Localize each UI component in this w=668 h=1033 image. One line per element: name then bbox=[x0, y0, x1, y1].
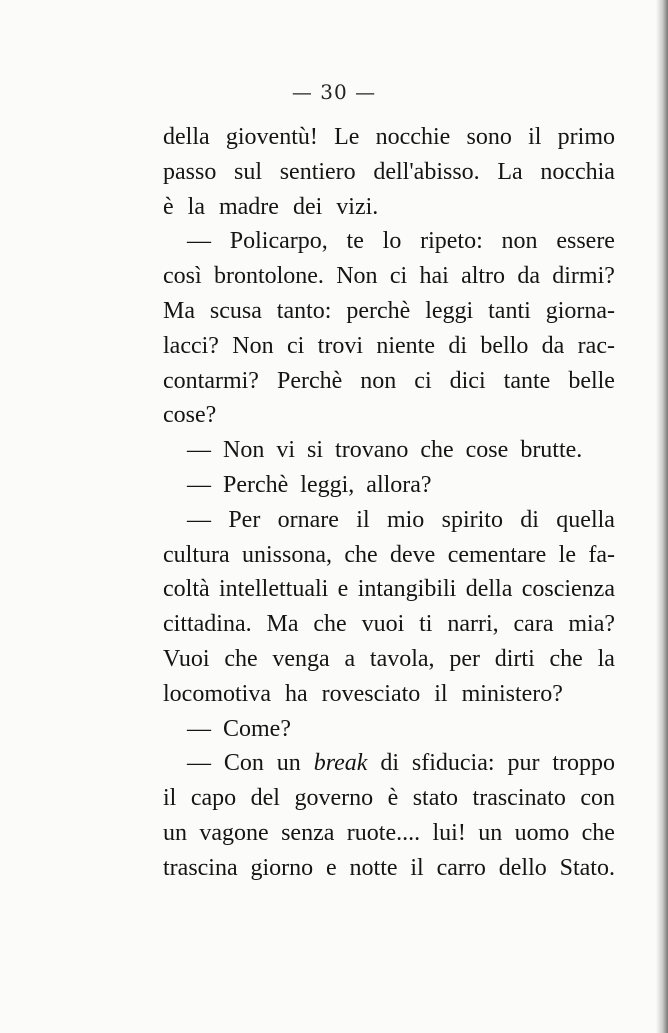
word: te bbox=[346, 228, 364, 255]
word: sfiducia: bbox=[411, 750, 495, 777]
word: tanti bbox=[488, 297, 531, 324]
word: cittadina. bbox=[163, 611, 252, 638]
word: venga bbox=[272, 645, 330, 672]
word: pur bbox=[507, 750, 540, 777]
page-edge-shadow bbox=[656, 0, 668, 1033]
word: non bbox=[501, 228, 538, 255]
word: brontolone. bbox=[213, 263, 324, 290]
word: lui! bbox=[432, 819, 466, 846]
word: vizi. bbox=[336, 193, 379, 220]
word: cara bbox=[513, 611, 554, 638]
word: unissona, bbox=[242, 541, 332, 568]
word: Come? bbox=[223, 715, 291, 742]
word: locomotiva bbox=[163, 680, 271, 707]
word: ci bbox=[286, 332, 305, 359]
word: — bbox=[187, 715, 211, 742]
word: Stato. bbox=[559, 854, 615, 881]
word: — bbox=[187, 471, 211, 498]
word: narri, bbox=[447, 611, 499, 638]
word: ci bbox=[414, 367, 432, 394]
word: troppo bbox=[552, 750, 615, 777]
word: il bbox=[410, 854, 424, 881]
text-line bbox=[163, 329, 615, 364]
word: niente bbox=[376, 332, 435, 359]
word: hai bbox=[419, 263, 449, 290]
word: ministero? bbox=[461, 680, 563, 707]
word: uomo bbox=[514, 819, 570, 846]
text-line bbox=[163, 433, 615, 468]
word: perchè bbox=[346, 297, 411, 324]
text-line bbox=[163, 816, 615, 851]
word: un bbox=[163, 819, 187, 846]
word: senza bbox=[281, 819, 335, 846]
word: — bbox=[187, 506, 211, 533]
word: belle bbox=[568, 367, 615, 394]
word: — bbox=[187, 750, 211, 777]
word: un bbox=[276, 750, 301, 777]
word: ti bbox=[419, 611, 433, 638]
word: Ma bbox=[266, 611, 299, 638]
text-line bbox=[163, 851, 615, 886]
word: La bbox=[497, 158, 523, 185]
word: coscienza bbox=[521, 576, 615, 603]
word: contarmi? bbox=[163, 367, 259, 394]
word: deve bbox=[390, 541, 436, 568]
word: mio bbox=[386, 506, 425, 533]
word: del bbox=[250, 785, 280, 812]
word: il bbox=[528, 124, 542, 150]
text-line bbox=[163, 677, 615, 712]
word: per bbox=[449, 645, 480, 672]
word: Non bbox=[336, 263, 378, 290]
text-line bbox=[163, 224, 615, 259]
word: così bbox=[163, 263, 202, 290]
word: trascinato bbox=[472, 785, 566, 812]
word: dei bbox=[292, 193, 323, 220]
word: tanto: bbox=[276, 297, 332, 324]
text-line bbox=[163, 398, 615, 433]
text-line bbox=[163, 781, 615, 816]
text-line bbox=[163, 468, 615, 503]
word: che bbox=[581, 819, 615, 846]
word: Per bbox=[228, 506, 261, 533]
word: quella bbox=[556, 506, 615, 533]
word: che bbox=[344, 541, 378, 568]
word: cementare bbox=[447, 541, 547, 568]
text-line bbox=[163, 259, 615, 294]
word: della bbox=[163, 124, 210, 150]
word: da bbox=[517, 263, 540, 290]
word: Perchè bbox=[223, 471, 289, 498]
word: di bbox=[448, 332, 467, 359]
word: non bbox=[360, 367, 397, 394]
word: il bbox=[434, 680, 448, 707]
word: bello bbox=[480, 332, 529, 359]
word: che bbox=[224, 645, 258, 672]
text-line bbox=[163, 364, 615, 399]
word: con bbox=[580, 785, 615, 812]
word: cose? bbox=[163, 402, 217, 429]
word: di bbox=[520, 506, 539, 533]
text-line bbox=[163, 712, 615, 747]
word: governo bbox=[294, 785, 374, 812]
word: — bbox=[187, 228, 211, 255]
word: da bbox=[541, 332, 565, 359]
body-text bbox=[163, 120, 615, 886]
word: il bbox=[163, 785, 177, 812]
text-line bbox=[163, 572, 615, 607]
word: ripeto: bbox=[420, 228, 483, 255]
word: vagone bbox=[199, 819, 269, 846]
word: è bbox=[163, 193, 174, 220]
word: dell'abisso. bbox=[373, 158, 480, 185]
word: spirito bbox=[441, 506, 503, 533]
word: brutte. bbox=[520, 437, 583, 464]
word: leggi, bbox=[300, 471, 355, 498]
text-line bbox=[163, 538, 615, 573]
word: vi bbox=[276, 437, 296, 464]
word: si bbox=[307, 437, 324, 464]
word: rac- bbox=[577, 332, 615, 359]
word: intangibili bbox=[357, 576, 457, 603]
word: di bbox=[380, 750, 400, 777]
word: — bbox=[187, 437, 211, 464]
text-line bbox=[163, 190, 615, 225]
text-line bbox=[163, 503, 615, 538]
word: cultura bbox=[163, 541, 230, 568]
word: un bbox=[478, 819, 503, 846]
page-number: — 30 — bbox=[291, 80, 377, 104]
word: Perchè bbox=[276, 367, 343, 394]
word: nocchia bbox=[540, 158, 615, 185]
word: madre bbox=[218, 193, 279, 220]
word: nocchie bbox=[375, 124, 451, 150]
word: Policarpo, bbox=[229, 228, 328, 255]
word: primo bbox=[557, 124, 615, 150]
word: stato bbox=[412, 785, 459, 812]
word: che bbox=[549, 645, 583, 672]
word: ruote.... bbox=[346, 819, 421, 846]
text-line bbox=[163, 746, 615, 781]
word: essere bbox=[556, 228, 615, 255]
word: tante bbox=[503, 367, 551, 394]
word: notte bbox=[349, 854, 398, 881]
word: scusa bbox=[209, 297, 262, 324]
word: ha bbox=[284, 680, 308, 707]
word: sentiero bbox=[279, 158, 356, 185]
text-line bbox=[163, 155, 615, 190]
word: Non bbox=[232, 332, 274, 359]
word: giorna- bbox=[545, 297, 615, 324]
word: Non bbox=[223, 437, 265, 464]
word: gioventù! bbox=[225, 124, 318, 150]
word: Ma bbox=[163, 297, 195, 324]
word: Con bbox=[223, 750, 264, 777]
word: dirmi? bbox=[552, 263, 615, 290]
word: trovano bbox=[335, 437, 409, 464]
word: le bbox=[558, 541, 576, 568]
word: break bbox=[313, 750, 368, 777]
word: coltà bbox=[163, 576, 210, 603]
word: Le bbox=[334, 124, 360, 150]
word: la bbox=[597, 645, 615, 672]
word: intellettuali bbox=[219, 576, 329, 603]
word: carro bbox=[436, 854, 486, 881]
text-line bbox=[163, 642, 615, 677]
word: fa- bbox=[588, 541, 615, 568]
word: a bbox=[344, 645, 356, 672]
word: il bbox=[356, 506, 370, 533]
word: e bbox=[337, 576, 349, 603]
word: della bbox=[465, 576, 513, 603]
word: lacci? bbox=[163, 332, 219, 359]
word: capo bbox=[190, 785, 237, 812]
text-line bbox=[163, 294, 615, 329]
word: Vuoi bbox=[163, 645, 210, 672]
word: allora? bbox=[366, 471, 432, 498]
word: tavola, bbox=[369, 645, 435, 672]
word: sul bbox=[234, 158, 263, 185]
word: trovi bbox=[317, 332, 363, 359]
word: che bbox=[313, 611, 347, 638]
word: rovesciato bbox=[321, 680, 421, 707]
word: lo bbox=[382, 228, 402, 255]
word: giorno bbox=[250, 854, 314, 881]
word: ornare bbox=[277, 506, 339, 533]
word: leggi bbox=[425, 297, 474, 324]
word: sono bbox=[466, 124, 512, 150]
word: trascina bbox=[163, 854, 238, 881]
word: passo bbox=[163, 158, 217, 185]
word: altro bbox=[461, 263, 506, 290]
text-line bbox=[163, 607, 615, 642]
word: e bbox=[326, 854, 337, 881]
word: dello bbox=[498, 854, 547, 881]
word: dirti bbox=[494, 645, 535, 672]
word: dici bbox=[449, 367, 486, 394]
word: è bbox=[387, 785, 399, 812]
word: cose bbox=[465, 437, 509, 464]
word: mia? bbox=[568, 611, 615, 638]
word: vuoi bbox=[361, 611, 405, 638]
text-line bbox=[163, 120, 615, 155]
word: che bbox=[420, 437, 454, 464]
word: la bbox=[187, 193, 205, 220]
word: ci bbox=[389, 263, 408, 290]
